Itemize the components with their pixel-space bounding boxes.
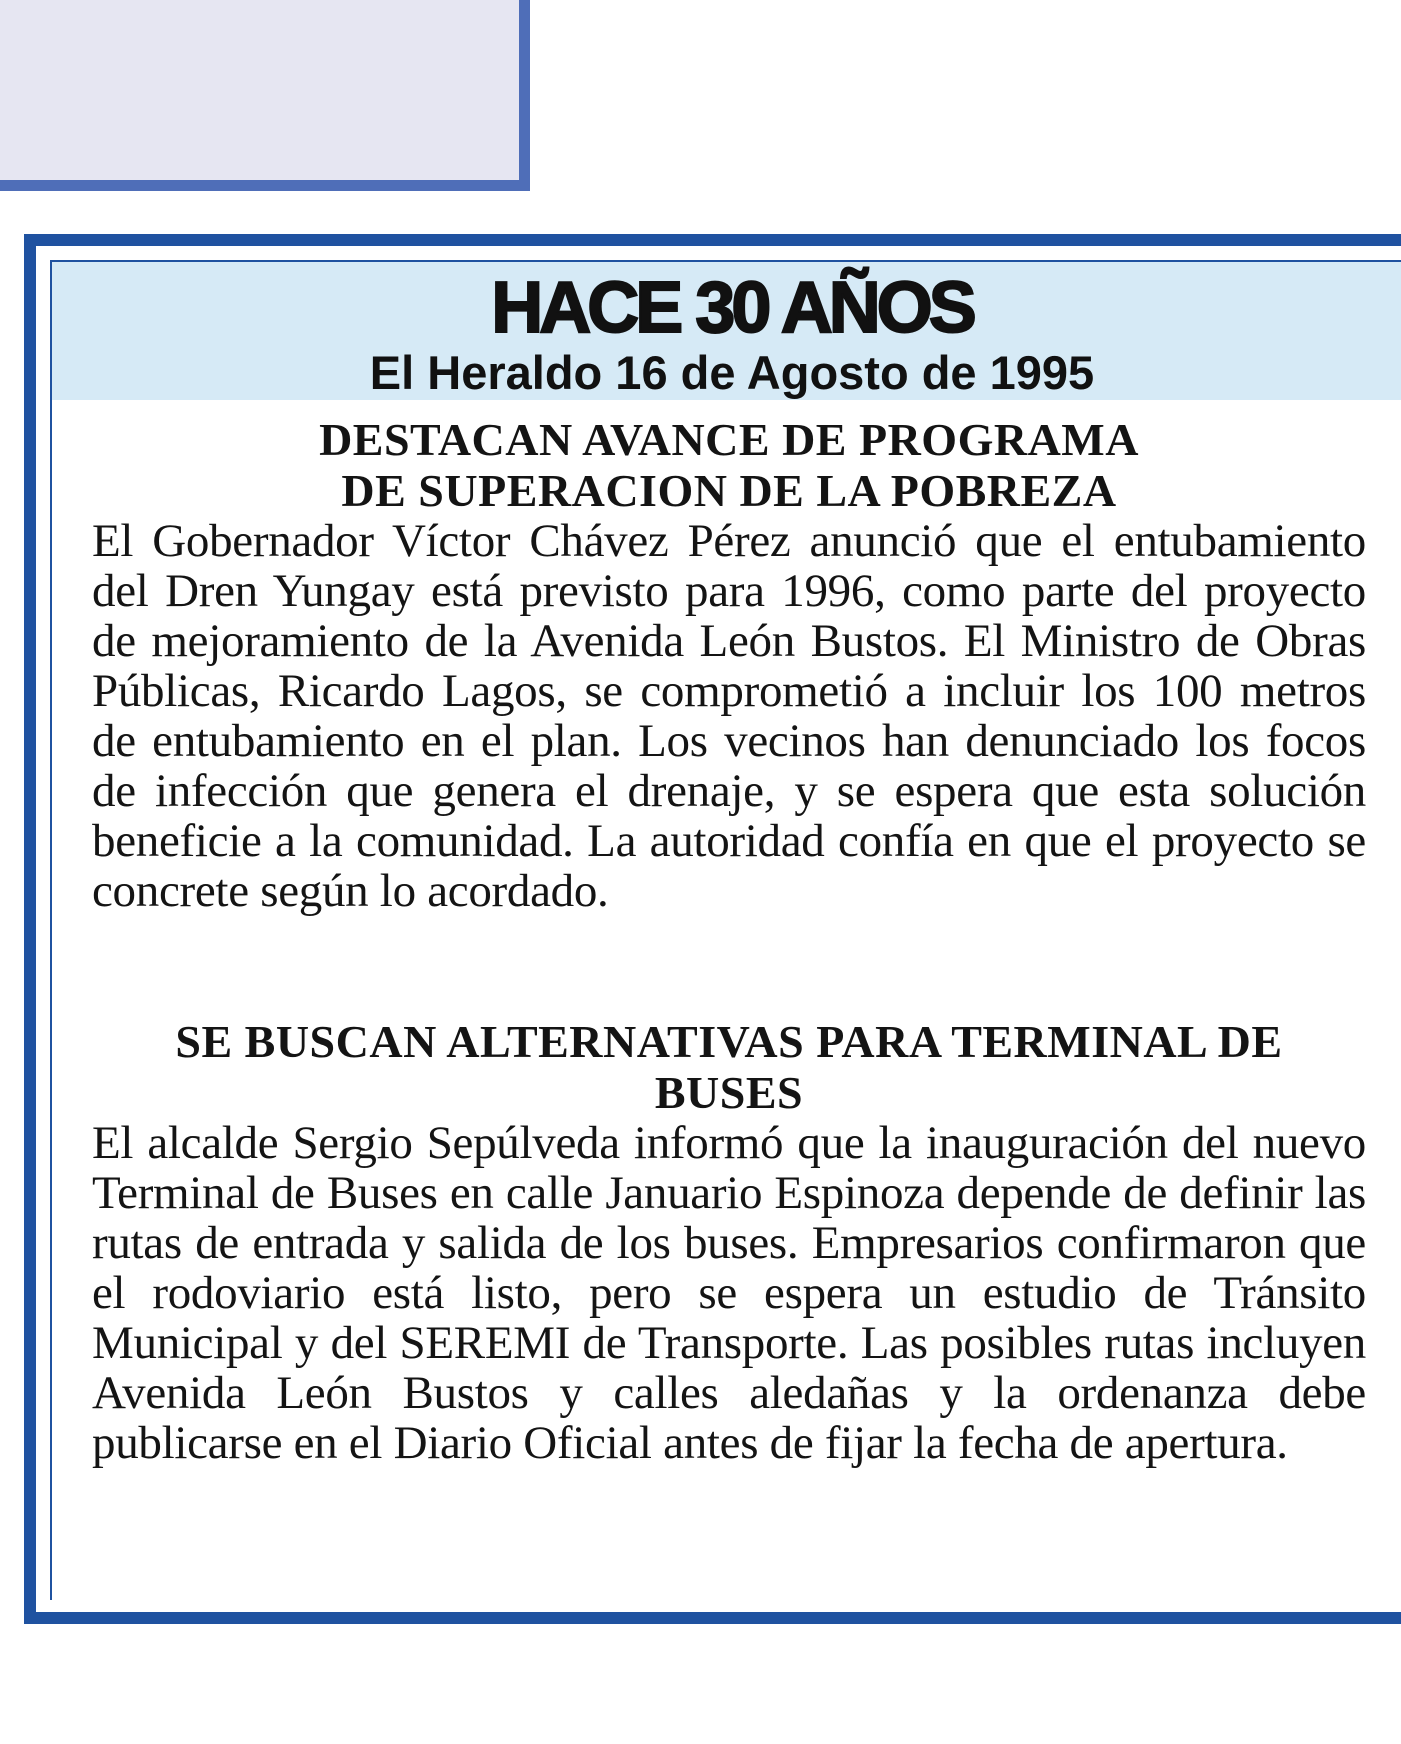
article-body: El Gobernador Víctor Chávez Pérez anunció que el entubamiento del Dren Yungay está previsto para 1996, como parte del proyecto de mejoramiento de la Avenida León Bustos. El Ministro de Obras Públicas, Ricardo Lagos, se comprometió a incluir los 100 metros de entubamiento en el plan. Los vecinos han denunciado los focos de infección que genera el drenaje, y se espera que esta solución beneficie a la comunidad. La autoridad confía en que el proyecto se concrete según lo acordado. (92, 515, 1366, 917)
article-body: El alcalde Sergio Sepúlveda informó que la inauguración del nuevo Terminal de Buses en calle Januario Espinoza depende de definir las rutas de entrada y salida de los buses. Empresarios confirmaron que el rodoviario está listo, pero se espera un estudio de Tránsito Municipal y del SEREMI de Transporte. Las posibles rutas incluyen Avenida León Bustos y calles aledañas y la ordenanza debe publicarse en el Diario Oficial antes de fijar la fecha de apertura. (92, 1117, 1366, 1469)
news-column-frame (24, 234, 1401, 1624)
top-decorative-box (0, 0, 530, 191)
article-poverty-program (92, 414, 1366, 916)
column-title: HACE 30 AÑOS (491, 268, 973, 348)
headline-line: SE BUSCAN ALTERNATIVAS PARA TERMINAL DE (175, 1016, 1283, 1067)
article-headline (92, 1016, 1366, 1118)
column-subtitle: El Heraldo 16 de Agosto de 1995 (369, 346, 1095, 399)
headline-line: BUSES (654, 1067, 804, 1118)
article-headline (92, 414, 1366, 516)
headline-line: DE SUPERACION DE LA POBREZA (341, 465, 1117, 516)
headline-line: DESTACAN AVANCE DE PROGRAMA (319, 414, 1139, 465)
article-bus-terminal (92, 1016, 1366, 1468)
